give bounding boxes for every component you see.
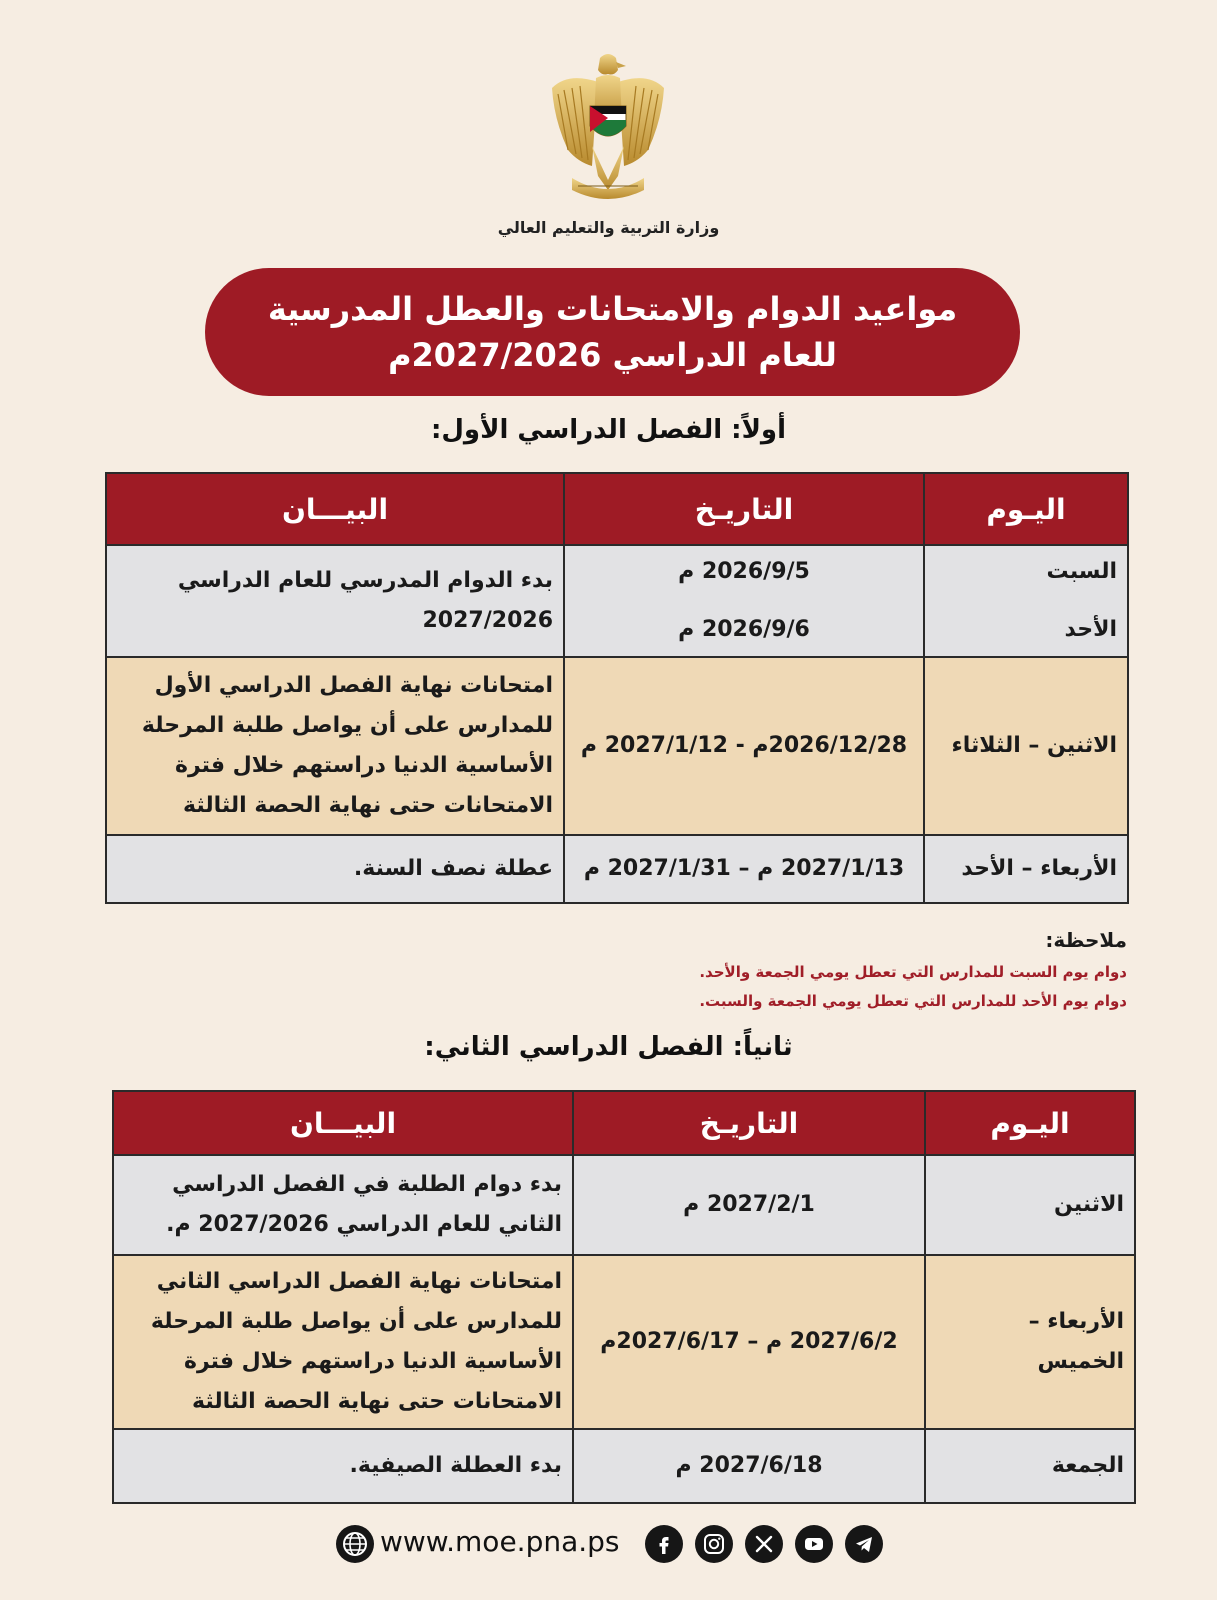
note-line-2: دوام يوم الأحد للمدارس التي تعطل يومي الجمعة والسبت. [699, 992, 1127, 1010]
date-cell: 2027/6/18 م [573, 1429, 925, 1503]
date-cell [564, 545, 924, 657]
desc-cell: امتحانات نهاية الفصل الدراسي الثاني للمدارس على أن يواصل طلبة المرحلة الأساسية الدنيا دراستهم خلال فترة الامتحانات حتى نهاية الحصة الثالثة [113, 1255, 573, 1429]
desc-cell: بدء الدوام المدرسي للعام الدراسي 2027/2026 [106, 545, 564, 657]
semester1-table [105, 472, 1129, 904]
desc-cell: عطلة نصف السنة. [106, 835, 564, 903]
column-header-desc: البيـــان [113, 1091, 573, 1155]
table-row [113, 1255, 1135, 1429]
date-cell: 2026/12/28م - 2027/1/12 م [564, 657, 924, 835]
title-banner [205, 268, 1020, 396]
facebook-icon[interactable] [645, 1525, 683, 1563]
semester2-title: ثانياً: الفصل الدراسي الثاني: [424, 1032, 793, 1062]
title-line-2: للعام الدراسي 2027/2026م [388, 336, 837, 374]
day-cell: الاثنين – الثلاثاء [924, 657, 1128, 835]
table-row [106, 545, 1128, 657]
day-cell: الأربعاء – الأحد [924, 835, 1128, 903]
footer [0, 1525, 1217, 1575]
column-header-date: التاريـخ [573, 1091, 925, 1155]
title-line-1: مواعيد الدوام والامتحانات والعطل المدرسية [267, 290, 958, 328]
instagram-icon[interactable] [695, 1525, 733, 1563]
date-line: 2026/9/5 م [678, 559, 810, 584]
table-row [106, 835, 1128, 903]
table-row [106, 657, 1128, 835]
semester2-table [112, 1090, 1136, 1504]
date-cell: 2027/2/1 م [573, 1155, 925, 1255]
date-line: 2026/9/6 م [678, 617, 810, 642]
desc-cell: بدء العطلة الصيفية. [113, 1429, 573, 1503]
day-line: السبت [1046, 559, 1117, 584]
column-header-date: التاريـخ [564, 473, 924, 545]
day-cell [924, 545, 1128, 657]
globe-icon[interactable] [336, 1525, 374, 1563]
table-row [113, 1429, 1135, 1503]
x-icon[interactable] [745, 1525, 783, 1563]
day-cell: الجمعة [925, 1429, 1135, 1503]
day-cell: الاثنين [925, 1155, 1135, 1255]
desc-cell: امتحانات نهاية الفصل الدراسي الأول للمدارس على أن يواصل طلبة المرحلة الأساسية الدنيا دراستهم خلال فترة الامتحانات حتى نهاية الحصة الثالثة [106, 657, 564, 835]
column-header-day: اليـوم [925, 1091, 1135, 1155]
eagle-emblem-icon [548, 50, 668, 210]
column-header-day: اليـوم [924, 473, 1128, 545]
day-line: الأحد [1064, 617, 1117, 642]
note-block [427, 928, 1127, 1016]
semester1-title: أولاً: الفصل الدراسي الأول: [430, 415, 787, 445]
youtube-icon[interactable] [795, 1525, 833, 1563]
ministry-name: وزارة التربية والتعليم العالي [497, 218, 720, 237]
note-line-1: دوام يوم السبت للمدارس التي تعطل يومي الجمعة والأحد. [699, 963, 1127, 981]
desc-cell: بدء دوام الطلبة في الفصل الدراسي الثاني للعام الدراسي 2027/2026 م. [113, 1155, 573, 1255]
telegram-icon[interactable] [845, 1525, 883, 1563]
note-title: ملاحظة: [1045, 928, 1127, 952]
column-header-desc: البيـــان [106, 473, 564, 545]
table-header-row [106, 473, 1128, 545]
date-cell: 2027/6/2 م – 2027/6/17م [573, 1255, 925, 1429]
date-cell: 2027/1/13 م – 2027/1/31 م [564, 835, 924, 903]
table-row [113, 1155, 1135, 1255]
website-link[interactable]: www.moe.pna.ps [380, 1525, 620, 1558]
day-cell: الأربعاء – الخميس [925, 1255, 1135, 1429]
table-header-row [113, 1091, 1135, 1155]
